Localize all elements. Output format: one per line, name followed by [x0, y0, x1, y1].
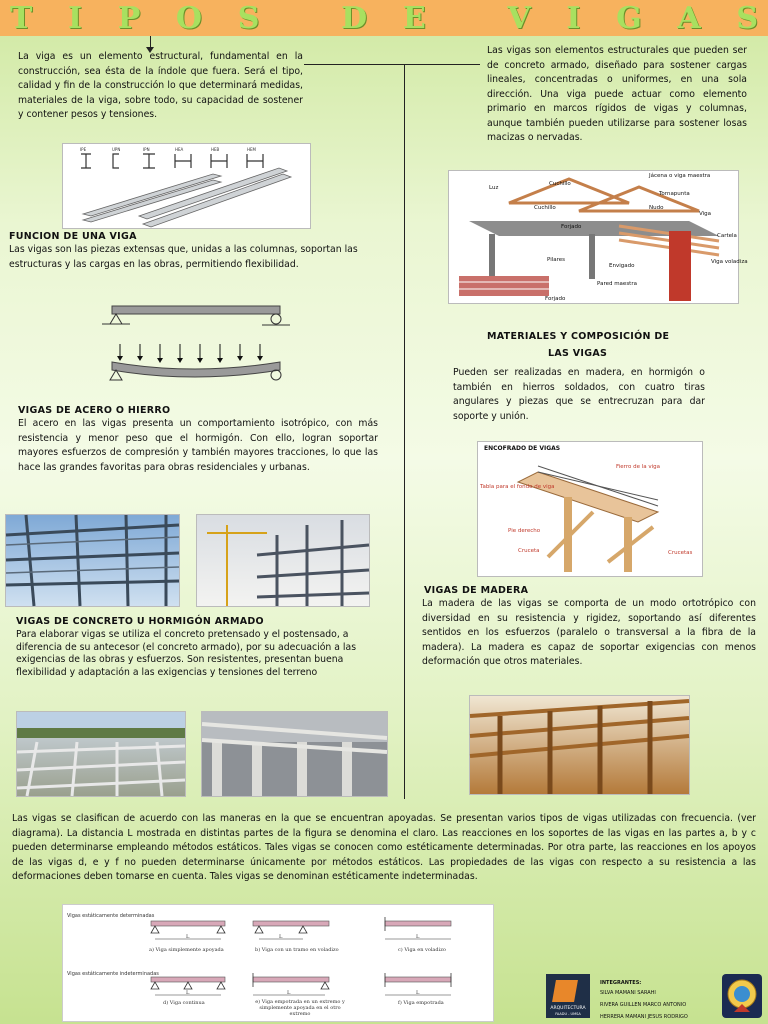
- profile-label: IPN: [143, 147, 150, 152]
- concrete-slab-photo: [16, 711, 186, 797]
- title-letter: O: [175, 0, 203, 36]
- house-structure-image: [448, 170, 748, 304]
- row1-label: Vigas estáticamente determinadas: [67, 913, 155, 919]
- label-pilares: Pilares: [547, 257, 566, 263]
- title-letter: T: [10, 0, 33, 36]
- member-name: HERRERA MAMANI JESUS RODRIGO: [600, 1014, 688, 1020]
- acero-text: El acero en las vigas presenta un comportamiento isotrópico, con más resistencia y menor peso que el hormigón. Con ello, logran soportar mayores esfuerzos de compresión y también mayores tracciones, lo que las hace las grandes favoritas para obras residenciales y urbanas.: [18, 418, 378, 473]
- madera-heading: VIGAS DE MADERA: [424, 585, 529, 596]
- label-envigado: Envigado: [609, 263, 635, 269]
- caption-a: a) Viga simplemente apoyada: [149, 947, 224, 953]
- title-letter: V: [507, 0, 531, 36]
- page-title: [0, 0, 768, 36]
- encofrado-title: ENCOFRADO DE VIGAS: [484, 445, 561, 452]
- steel-profiles-image: [62, 143, 311, 229]
- credits-label: INTEGRANTES:: [600, 980, 642, 986]
- title-letter: S: [736, 0, 758, 36]
- span-label: L: [416, 990, 420, 996]
- profile-label: HEB: [211, 147, 220, 152]
- steel-crane-photo: [196, 514, 370, 607]
- divider-line: [404, 64, 405, 799]
- profile-label: UPN: [112, 147, 121, 152]
- row2-label: Vigas estáticamente indeterminadas: [67, 971, 159, 977]
- title-letter: [461, 1, 471, 36]
- span-label: L: [186, 990, 190, 996]
- acero-heading: VIGAS DE ACERO O HIERRO: [18, 405, 171, 416]
- madera-text: La madera de las vigas se comporta de un modo ortotrópico con diversidad en su resistencia y rigidez, soportando así diferentes sentidos en los esfuerzos (paralelo o transversal a la fibra de la madera). La madera es capaz de soportar exigencias con menos deformación que otros materiales.: [422, 598, 756, 667]
- title-letter: G: [616, 0, 642, 36]
- profile-label: IPE: [80, 147, 87, 152]
- bottom-text: Las vigas se clasifican de acuerdo con las maneras en la que se encuentran apoyadas. Se presentan varios tipos de vigas utilizadas con frecuencia. (ver diagrama). La distancia L mostrada en distintas partes de la figura se denomina el claro. Las reacciones en los soportes de las vigas en las partes a, b y c pueden determinarse empleando métodos estáticos. Tales vigas se conocen como estéticamente determinadas. Por otra parte, las reacciones en los apoyos de las vigas d, e y f no pueden determinarse únicamente por métodos estáticos. Las propiedades de las vigas con respecto a su resistencia a las deformaciones deben tomarse en cuenta. Tales vigas se denominan estéticamente indeterminadas.: [12, 813, 756, 882]
- label-cruceta: Cruceta: [518, 548, 540, 554]
- logo-text: ARQUITECTURA: [550, 1006, 586, 1011]
- label-crucetas: Crucetas: [668, 550, 693, 556]
- label-viga: Viga: [699, 211, 712, 217]
- title-letter: S: [237, 0, 260, 36]
- university-seal: [722, 974, 762, 1018]
- title-letter: I: [67, 0, 83, 36]
- faculty-logo: [546, 974, 590, 1018]
- materiales-text: Pueden ser realizadas en madera, en hormigón o también en hierros soldados, con cuatro tiras angulares y piezas que se entrecruzan para dar soporte y unión.: [453, 367, 705, 422]
- beam-types-diagram: [62, 904, 494, 1022]
- title-letter: E: [402, 0, 426, 36]
- beam-load-diagram: [94, 300, 294, 390]
- encofrado-image: [477, 441, 703, 577]
- member-name: SILVA MAMANI SARAHI: [600, 990, 656, 996]
- wood-beams-photo: [469, 695, 690, 795]
- funcion-text: Las vigas son las piezas extensas que, unidas a las columnas, soportan las estructuras y las cargas en las obras, permitiendo flexibilidad.: [9, 244, 358, 270]
- span-label: L: [279, 934, 283, 940]
- caption-f: f) Viga empotrada: [398, 1000, 444, 1006]
- label-luz: Luz: [489, 185, 499, 191]
- label-cuchillo: Cuchillo: [549, 181, 571, 187]
- label-forjado-2: Forjado: [545, 296, 566, 302]
- label-fierro: Fierro de la viga: [616, 464, 661, 470]
- label-cuchillo-2: Cuchillo: [534, 205, 556, 211]
- profile-label: HEA: [175, 147, 184, 152]
- label-viga-voladiza: Viga voladiza: [711, 259, 748, 265]
- title-letter: [295, 1, 305, 36]
- label-jacena: Jácena o viga maestra: [649, 173, 711, 179]
- label-pie-derecho: Pie derecho: [508, 528, 541, 534]
- logo-mark: [552, 980, 578, 1002]
- caption-c: c) Viga en voladizo: [398, 947, 446, 953]
- right-intro-text: Las vigas son elementos estructurales que pueden ser de concreto armado, diseñado para sostener cargas lineales, concentradas o uniformes, en una sola dirección. Una viga puede actuar como elemento primario en marcos rígidos de vigas y columnas, aunque también pueden utilizarse para sostener losas macizas o nervadas.: [487, 45, 747, 143]
- member-name: RIVERA GUILLEN MARCO ANTONIO: [600, 1002, 687, 1008]
- concrete-beams-photo: [201, 711, 388, 797]
- concreto-text: Para elaborar vigas se utiliza el concreto pretensado y el postensado, a diferencia de su antecesor (el concreto armado), por su adecuación a las exigencias de las obras y esfuerzos. Son resistentes, presentan buena flexibilidad y adaptación a las exigencias y tensiones del terreno: [16, 629, 357, 678]
- label-tornapunta: Tornapunta: [659, 191, 690, 197]
- title-letter: D: [341, 0, 368, 36]
- materiales-heading-2: LAS VIGAS: [548, 348, 608, 359]
- span-label: L: [186, 934, 190, 940]
- span-label: L: [416, 934, 420, 940]
- caption-b: b) Viga con un tramo en voladizo: [255, 947, 339, 953]
- span-label: L: [287, 990, 291, 996]
- label-pared-maestra: Pared maestra: [597, 281, 637, 287]
- caption-d: d) Viga continua: [163, 1000, 205, 1006]
- title-letter: P: [117, 0, 141, 36]
- label-forjado: Forjado: [561, 224, 582, 230]
- concreto-heading: VIGAS DE CONCRETO U HORMIGÓN ARMADO: [16, 616, 264, 627]
- caption-e: e) Viga empotrada en un extremo y simplemente apoyada en el otro extremo: [255, 999, 345, 1017]
- connector-line: [304, 64, 480, 65]
- label-cartela: Cartela: [717, 233, 737, 239]
- funcion-heading: FUNCION DE UNA VIGA: [9, 231, 137, 242]
- logo-subtext: FAADU - UMSA: [555, 1012, 581, 1016]
- profile-label: HEM: [247, 147, 256, 152]
- title-letter: A: [677, 0, 701, 36]
- title-letter: I: [566, 0, 581, 36]
- steel-frame-photo: [5, 514, 180, 607]
- label-nudo: Nudo: [649, 205, 664, 211]
- intro-text: La viga es un elemento estructural, fundamental en la construcción, sea ésta de la índole que fuera. Será el tipo, calidad y fin de la construcción lo que determinará medidas, materiales de la viga, sobre todo, su capacidad de sostener y contener pesos y tensiones.: [18, 51, 303, 120]
- label-tabla: Tabla para el fondo de viga: [480, 484, 555, 490]
- materiales-heading: MATERIALES Y COMPOSICIÓN DE: [487, 331, 670, 342]
